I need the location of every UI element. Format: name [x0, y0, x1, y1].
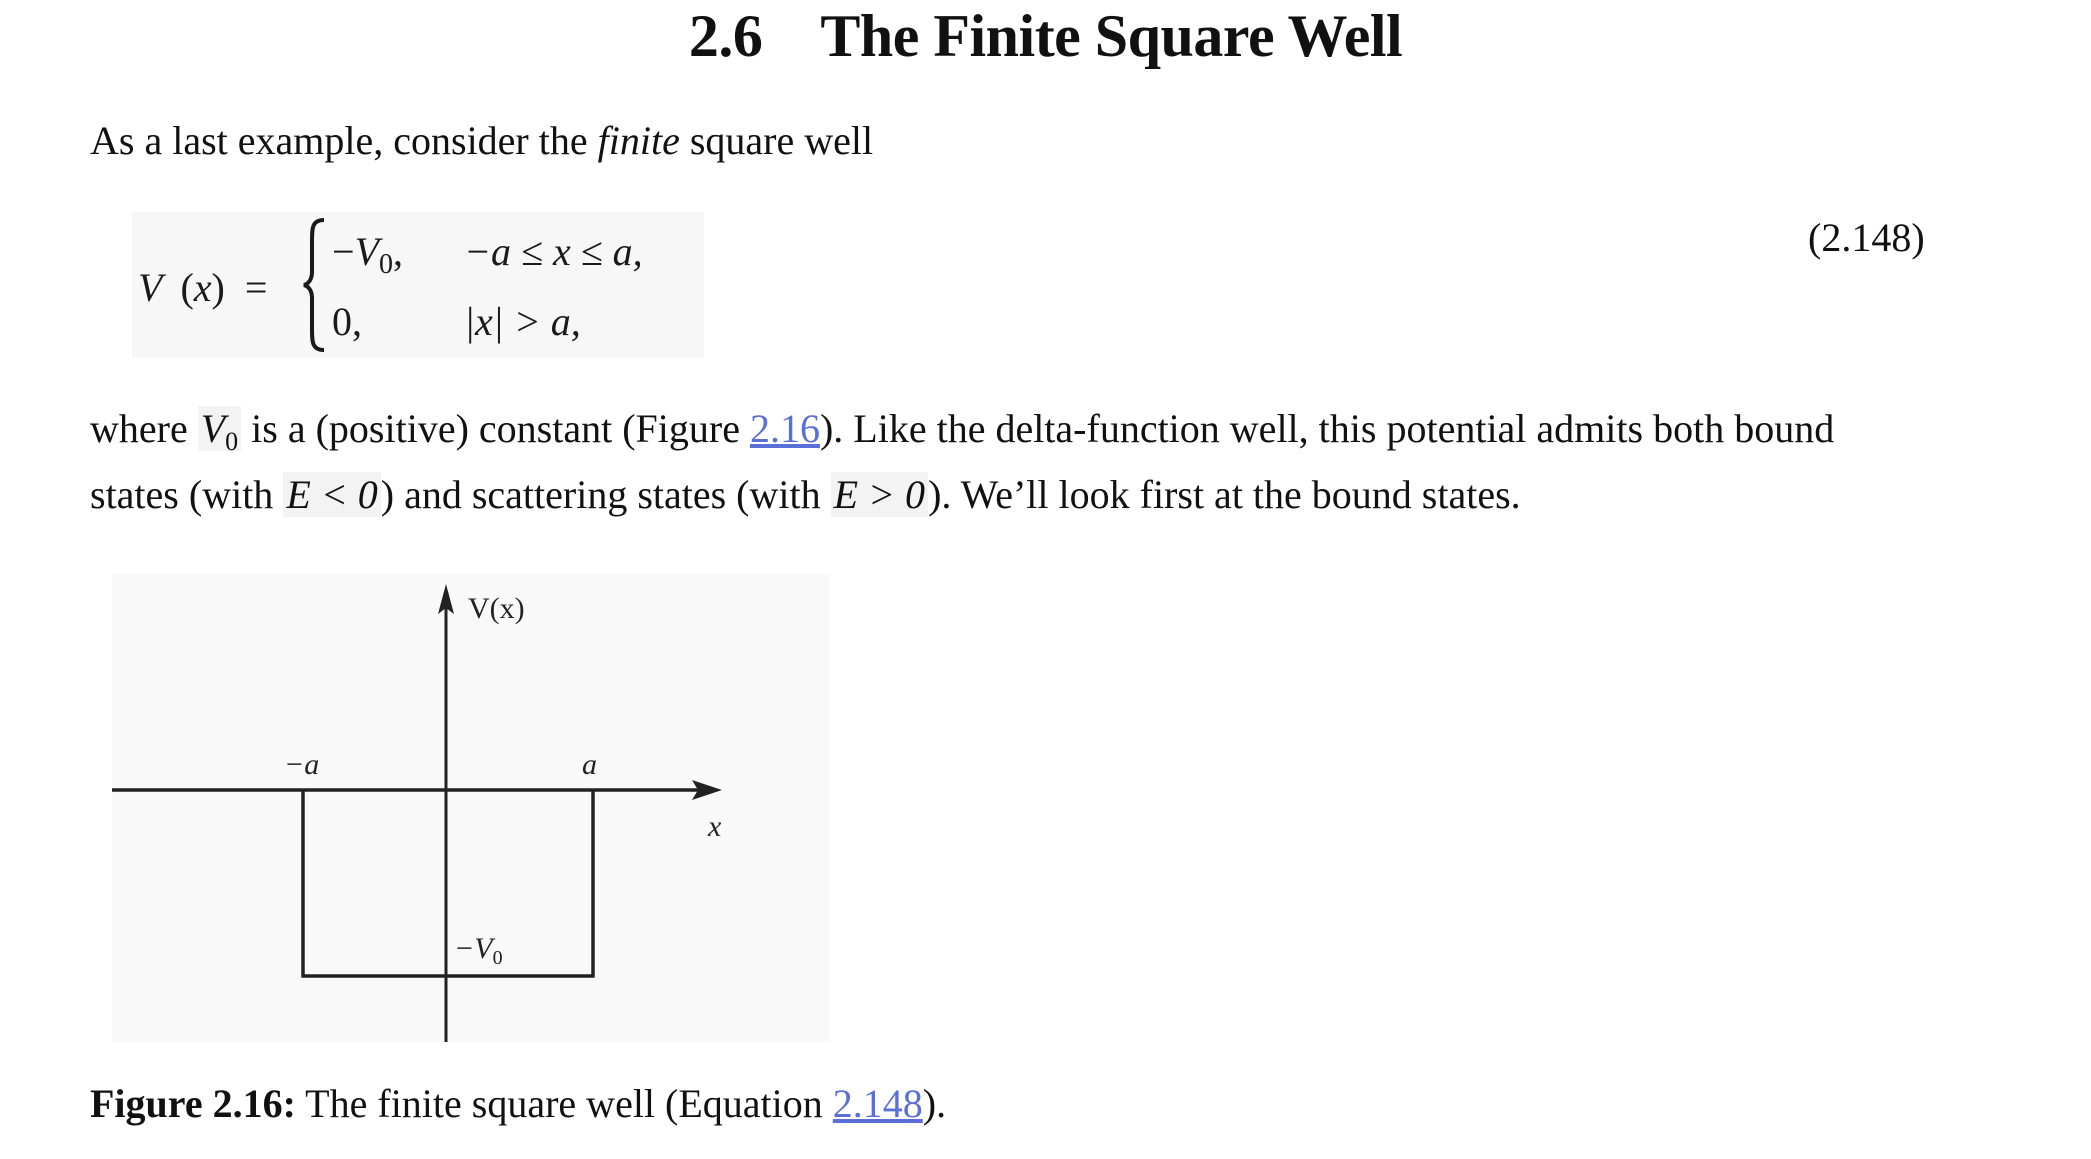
equation-lhs [138, 264, 267, 311]
caption-label: Figure 2.16: [90, 1081, 296, 1126]
intro-emphasis: finite [597, 118, 680, 163]
left-brace-icon [302, 218, 328, 352]
well-outline [303, 790, 593, 976]
equals-sign: = [244, 265, 268, 310]
intro-text-end: square well [679, 118, 874, 163]
case-2-value: 0, [332, 299, 362, 344]
potential-plot [112, 574, 830, 1042]
x-axis-label: x [708, 810, 722, 843]
equation-number: (2.148) [1808, 215, 1925, 260]
finite-square-well-figure [112, 574, 830, 1042]
paragraph-line-1: where $V_0$ is a (positive) constant (Figure 2.16). Like the delta-function well, this potential admits both bound [90, 406, 1835, 456]
case-2-condition: |x| > a, [464, 299, 581, 344]
intro-paragraph [90, 108, 873, 174]
section-heading [0, 2, 2091, 71]
figure-caption: Figure 2.16: The finite square well (Equation 2.148). [90, 1081, 947, 1126]
lhs-function: V [138, 265, 163, 310]
case-1-condition: −a ≤ x ≤ a, [464, 229, 643, 274]
right-edge-label: a [582, 748, 597, 781]
equation-2-148 [132, 212, 704, 358]
depth-label: $-V_0$ [454, 932, 503, 969]
left-edge-label: −a [284, 748, 320, 781]
equation-2-148-link[interactable]: 2.148 [832, 1081, 923, 1126]
v0-math: $V_0$ [198, 406, 241, 451]
figure-2-16-link[interactable]: 2.16 [749, 406, 820, 451]
lhs-argument: (x) [180, 265, 225, 310]
y-axis-label: V(x) [468, 592, 525, 625]
e-less-than-zero-math: E < 0 [283, 472, 380, 517]
case-1-value: $-V_0$, [332, 229, 403, 280]
paragraph-line-2: states (with E < 0) and scattering states (with E > 0). We’ll look first at the bound states. [90, 472, 1521, 517]
section-title: The Finite Square Well [820, 3, 1403, 69]
intro-text: As a last example, consider the [90, 118, 598, 163]
e-greater-than-zero-math: E > 0 [831, 472, 928, 517]
section-number: 2.6 [688, 3, 763, 69]
